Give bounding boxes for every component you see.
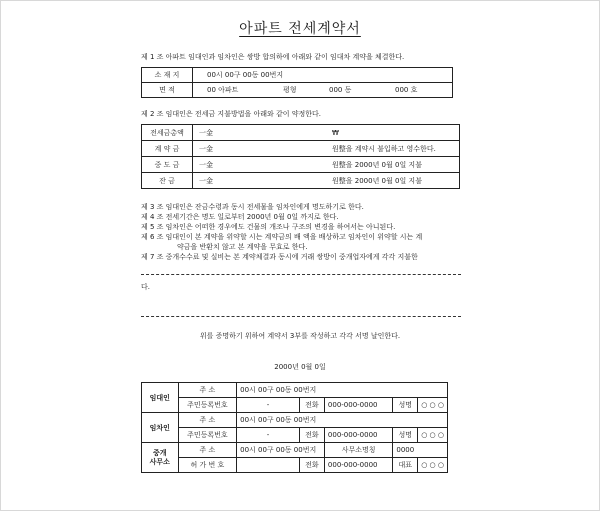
payment-amount: 一金 (193, 173, 293, 189)
payment-note: 원整을 2000년 0월 0일 지불 (292, 157, 460, 173)
tenant-address-label: 주 소 (178, 413, 237, 428)
tenant-sign-label: 성명 (393, 428, 418, 443)
article-6: 제 6 조 임대인이 본 계약을 위약할 시는 계약금의 배 액을 배상하고 임차인이 위약할 시는 계 (141, 233, 423, 241)
location-value: 00시 00구 00동 00번지 (193, 68, 453, 83)
landlord-address-label: 주 소 (178, 383, 237, 398)
agent-rep-marks: ○ ○ ○ (418, 458, 448, 473)
landlord-sign-marks: ○ ○ ○ (418, 398, 448, 413)
agent-label-line1: 중개 (153, 448, 167, 457)
property-table (141, 67, 453, 98)
landlord-sign-label: 성명 (393, 398, 418, 413)
agent-license-label: 허 가 번 호 (178, 458, 237, 473)
agent-phone-label: 전화 (299, 458, 324, 473)
article-7: 제 7 조 중개수수료 및 실비는 본 계약체결과 동시에 거래 쌍방이 중개업자에게 각각 지불한 (141, 253, 418, 261)
agent-phone: 000-000-0000 (324, 458, 392, 473)
landlord-id-label: 주민등록번호 (178, 398, 237, 413)
divider-bottom (141, 316, 461, 317)
tenant-phone-label: 전화 (299, 428, 324, 443)
closing-statement: 위를 증명하기 위하여 계약서 3부를 작성하고 각각 서명 날인한다. (199, 332, 401, 340)
document-title (0, 18, 600, 38)
apt-name: 00 아파트 (193, 83, 281, 98)
area-unit: 평형 (280, 83, 326, 98)
payment-amount: 一金 (193, 141, 293, 157)
location-label: 소 재 지 (142, 68, 193, 83)
payment-label: 중 도 금 (142, 157, 193, 173)
agent-address-label: 주 소 (178, 443, 237, 458)
agent-rep-label: 대표 (393, 458, 418, 473)
ho-value: 000 호 (392, 83, 453, 98)
payment-label: 잔 금 (142, 173, 193, 189)
area-label: 면 적 (142, 83, 193, 98)
landlord-phone: 000-000-0000 (324, 398, 392, 413)
landlord-address: 00시 00구 00동 00번지 (237, 383, 448, 398)
article-5: 제 5 조 임차인은 어떠한 경우에도 건물의 개조나 구조의 변경을 하여서는 아니된다. (141, 223, 396, 231)
landlord-id-value: - (237, 398, 300, 413)
agent-label (142, 443, 179, 473)
agent-label-line2: 사무소 (149, 457, 170, 466)
tenant-id-label: 주민등록번호 (178, 428, 237, 443)
payment-note: 원整을 2000년 0월 0일 지불 (292, 173, 460, 189)
tenant-phone: 000-000-0000 (324, 428, 392, 443)
tenant-id-value: - (237, 428, 300, 443)
divider-top (141, 274, 461, 275)
dong-value: 000 동 (326, 83, 392, 98)
agent-address: 00시 00구 00동 00번지 (237, 443, 325, 458)
article-3: 제 3 조 임대인은 잔금수령과 동시 전세물을 임차인에게 명도하기로 한다. (141, 203, 364, 211)
article-1: 제 1 조 아파트 임대인과 임차인은 쌍방 합의하에 아래와 같이 임대차 계약을 체결한다. (141, 53, 405, 61)
title-text: 아파트 전세계약서 (239, 21, 361, 37)
parties-table (141, 382, 448, 473)
tenant-address: 00시 00구 00동 00번지 (237, 413, 448, 428)
tenant-label: 임차인 (142, 413, 179, 443)
article-6-cont: 약금을 반환치 않고 본 계약을 무효로 한다. (177, 243, 308, 251)
payment-label: 계 약 금 (142, 141, 193, 157)
contract-date: 2000년 0월 0일 (274, 363, 326, 371)
tenant-sign-marks: ○ ○ ○ (418, 428, 448, 443)
landlord-label: 임대인 (142, 383, 179, 413)
payment-amount: 一金 (193, 125, 293, 141)
article-4: 제 4 조 전세기간은 명도 일로부터 2000년 0월 0일 까지로 한다. (141, 213, 339, 221)
payment-won-sign: ₩ (292, 125, 460, 141)
agent-license-value (237, 458, 300, 473)
agent-office-value: 0000 (393, 443, 448, 458)
article-7-cont: 다. (141, 283, 150, 291)
payment-amount: 一金 (193, 157, 293, 173)
payment-table (141, 124, 460, 189)
article-2: 제 2 조 임대인은 전세금 지불방법을 아래와 같이 약정한다. (141, 110, 322, 118)
landlord-phone-label: 전화 (299, 398, 324, 413)
agent-office-label: 사무소명칭 (324, 443, 392, 458)
payment-note: 원整을 계약시 불입하고 영수한다. (292, 141, 460, 157)
payment-label: 전세금총액 (142, 125, 193, 141)
